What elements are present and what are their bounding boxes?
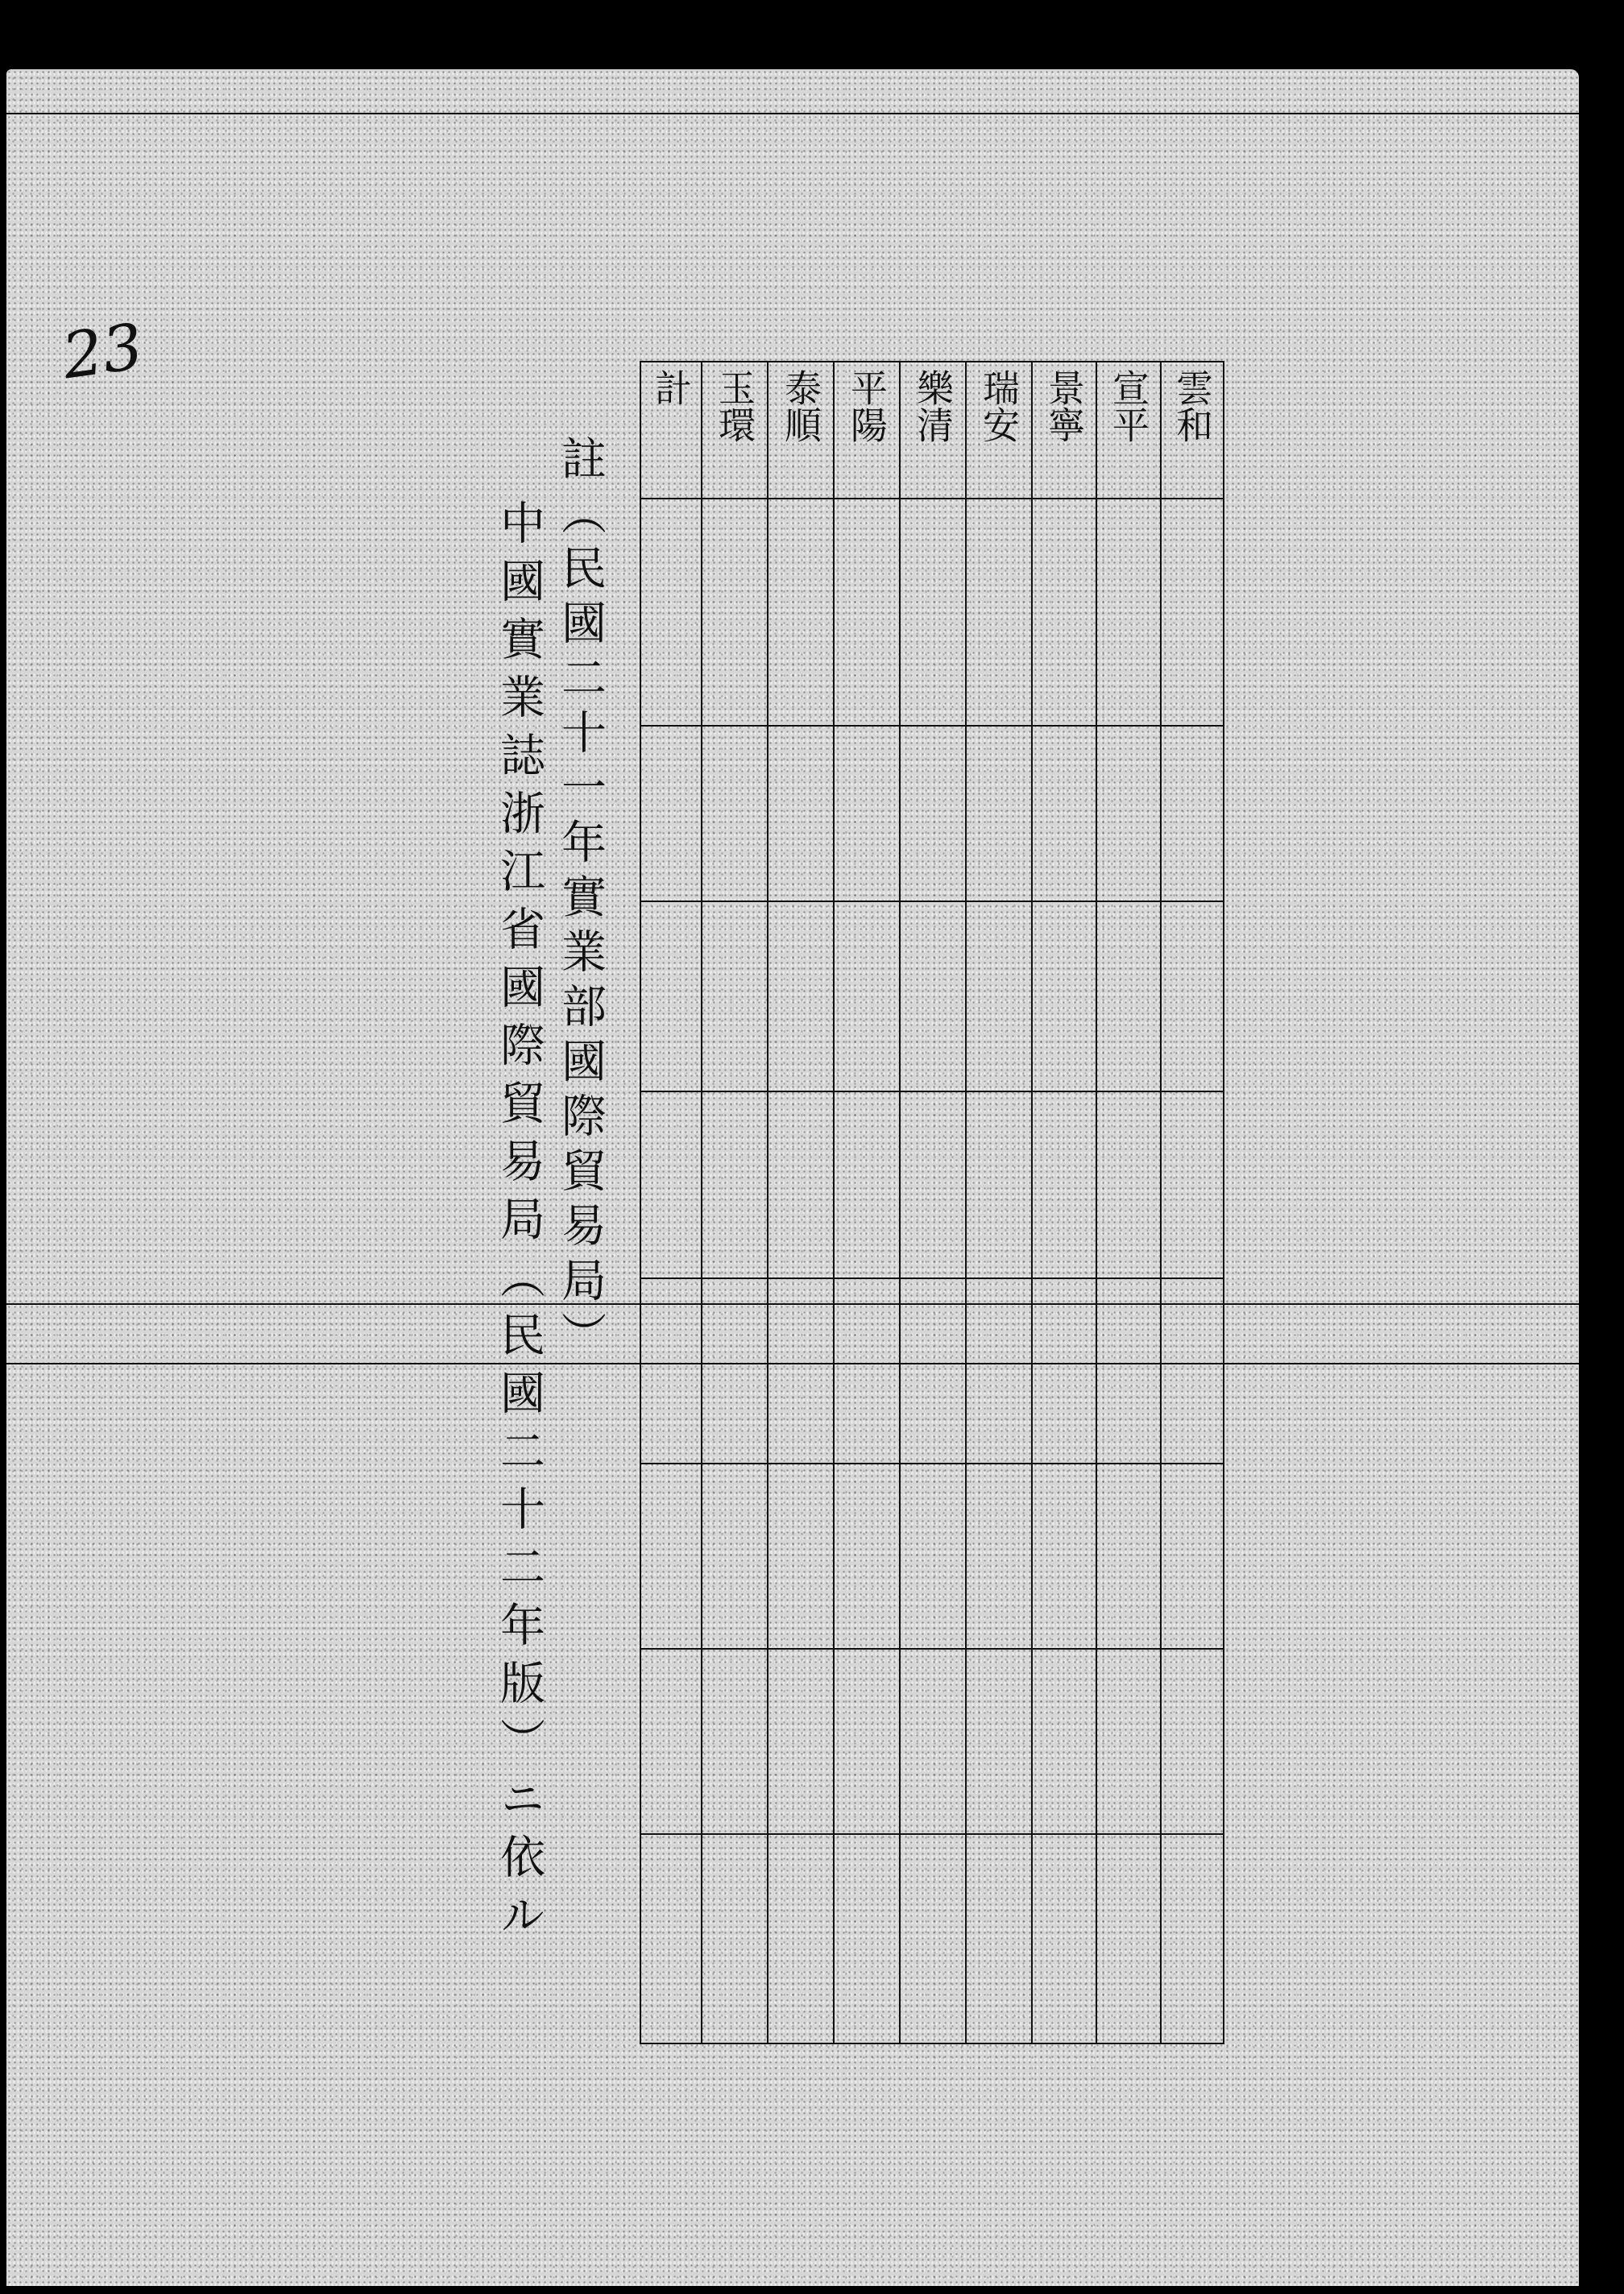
note-label: 註 <box>554 435 607 490</box>
table-border-top <box>640 361 1224 362</box>
table-cell <box>1097 506 1158 717</box>
row-header: 景寧 <box>1042 369 1086 443</box>
table-cell <box>702 909 765 1083</box>
table-row-divider <box>640 1833 1224 1835</box>
row-header: 泰順 <box>779 369 822 443</box>
table-cell <box>835 1841 897 2035</box>
table-cell <box>1097 1099 1158 1269</box>
table-cell <box>1162 909 1221 1083</box>
table-cell <box>967 506 1030 717</box>
note-source-2: 中國實業誌浙江省國際貿易局（民國二十二年版）ニ依ル <box>493 499 545 1949</box>
table-cell <box>1097 909 1158 1083</box>
table-cell <box>641 1841 699 2035</box>
table-cell <box>967 1286 1030 1455</box>
table-cell <box>967 733 1030 892</box>
row-header: 瑞安 <box>977 369 1021 443</box>
table-cell <box>641 1471 699 1640</box>
table-cell <box>967 1471 1030 1640</box>
table-cell <box>1162 733 1221 892</box>
table-cell <box>702 1656 765 1825</box>
table-cell <box>641 909 699 1083</box>
table-cell <box>1162 1656 1221 1825</box>
table-cell <box>702 1841 765 2035</box>
table-cell <box>768 1841 831 2035</box>
page-number: 23 <box>58 310 148 394</box>
table-row-divider <box>640 1648 1224 1650</box>
table-cell <box>641 1656 699 1825</box>
table-cell <box>768 1471 831 1640</box>
table-header-divider <box>640 498 1224 499</box>
table-cell <box>901 1656 963 1825</box>
table-cell <box>768 1099 831 1269</box>
table-cell <box>1033 733 1094 892</box>
table-row-divider <box>640 901 1224 902</box>
table-cell <box>1033 1471 1094 1640</box>
table-cell <box>702 506 765 717</box>
table-row-divider <box>640 1463 1224 1464</box>
table-cell <box>641 1286 699 1455</box>
table-cell <box>835 506 897 717</box>
table-row-divider <box>640 1277 1224 1279</box>
row-header: 雲和 <box>1170 369 1214 443</box>
table-border-bottom <box>640 2043 1224 2044</box>
table-cell <box>1162 1471 1221 1640</box>
table-cell <box>641 506 699 717</box>
table-cell <box>1033 1656 1094 1825</box>
table-cell <box>901 909 963 1083</box>
table-cell <box>1033 1286 1094 1455</box>
row-header: 樂清 <box>911 369 955 443</box>
table-cell <box>641 1099 699 1269</box>
table-cell <box>1033 1099 1094 1269</box>
row-header: 宣平 <box>1107 369 1150 443</box>
scan-fold-line-top <box>6 113 1579 114</box>
table-cell <box>1162 1099 1221 1269</box>
table-cell <box>1097 733 1158 892</box>
table-cell <box>768 1286 831 1455</box>
table-cell <box>901 733 963 892</box>
table-cell <box>768 909 831 1083</box>
table-cell <box>702 733 765 892</box>
note-line-1: （民國二十一年實業部國際貿易局） <box>554 490 607 1366</box>
table-cell <box>1097 1471 1158 1640</box>
table-cell <box>901 1286 963 1455</box>
table-row-divider <box>640 725 1224 727</box>
note-source-1 <box>548 435 612 1366</box>
table-cell <box>768 1656 831 1825</box>
table-cell <box>702 1286 765 1455</box>
table-cell <box>901 1841 963 2035</box>
table-cell <box>1033 1841 1094 2035</box>
table-cell <box>1162 506 1221 717</box>
table-cell <box>967 1841 1030 2035</box>
table-cell <box>901 1471 963 1640</box>
table-cell <box>835 1656 897 1825</box>
table-cell <box>768 506 831 717</box>
table-cell <box>702 1471 765 1640</box>
table-cell <box>641 733 699 892</box>
table-cell <box>835 1471 897 1640</box>
row-header: 計 <box>649 369 693 406</box>
table-cell <box>967 1099 1030 1269</box>
table-cell <box>901 506 963 717</box>
table-cell <box>1097 1286 1158 1455</box>
table-cell <box>835 733 897 892</box>
table-row-divider <box>640 1091 1224 1092</box>
table-cell <box>768 733 831 892</box>
table-cell <box>967 1656 1030 1825</box>
table-cell <box>1033 909 1094 1083</box>
table-cell <box>835 1286 897 1455</box>
row-header: 玉環 <box>713 369 756 443</box>
table-cell <box>1097 1656 1158 1825</box>
table-cell <box>1162 1286 1221 1455</box>
table-border-right <box>1223 361 1224 2044</box>
table-cell <box>1033 506 1094 717</box>
table-cell <box>901 1099 963 1269</box>
table-cell <box>835 1099 897 1269</box>
table-cell <box>702 1099 765 1269</box>
table-cell <box>1162 1841 1221 2035</box>
table-cell <box>967 909 1030 1083</box>
row-header: 平陽 <box>845 369 889 443</box>
table-cell <box>1097 1841 1158 2035</box>
data-table <box>640 361 1224 2044</box>
table-cell <box>835 909 897 1083</box>
